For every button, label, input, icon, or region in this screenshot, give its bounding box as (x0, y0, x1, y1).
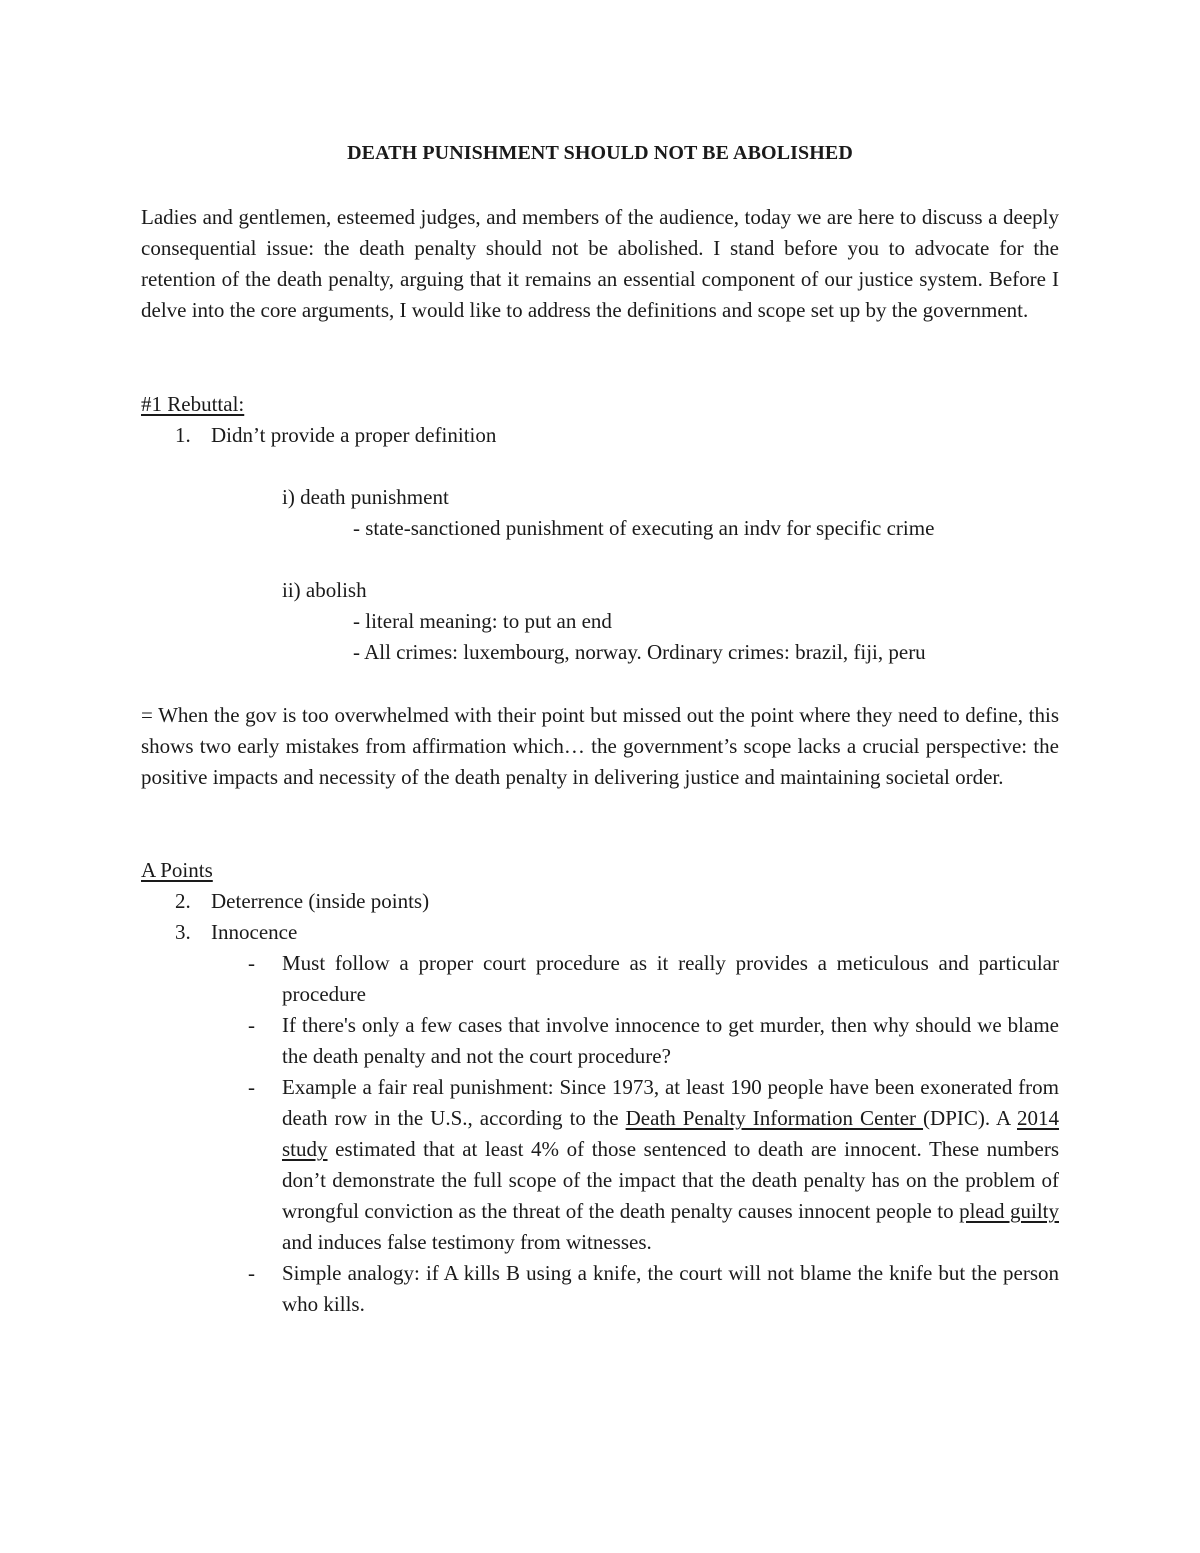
bullet-text (282, 1075, 1059, 1254)
list-item-text: Didn’t provide a proper definition (211, 423, 497, 447)
rebuttal-conclusion: = When the gov is too overwhelmed with their point but missed out the point where they need to define, this shows two early mistakes from affirmation which… the government’s scope lacks a crucial perspective: the positive impacts and necessity of the death penalty in delivering justice and maintaining societal order. (141, 703, 1059, 789)
list-item-text: Deterrence (inside points) (211, 889, 430, 913)
bullet-text-segment: estimated that at least 4% of those sentenced to death are innocent. These numbers don’t demonstrate the full scope of the impact that the death penalty has on the problem of wrongful conviction as the threat of the death penalty causes innocent people to (282, 1137, 1059, 1223)
intro-paragraph: Ladies and gentlemen, esteemed judges, and members of the audience, today we are here to discuss a deeply consequential issue: the death penalty should not be abolished. I stand before you to advocate for the retention of the death penalty, arguing that it remains an essential component of our justice system. Before I delve into the core arguments, I would like to address the definitions and scope set up by the government. (141, 205, 1059, 322)
plead-guilty-link[interactable]: plead guilty (959, 1199, 1059, 1223)
bullet-dash: - (248, 1013, 255, 1037)
innocence-bullets (244, 948, 1059, 1320)
bullet-item (244, 1258, 1059, 1320)
bullet-item (244, 1010, 1059, 1072)
list-number: 1. (175, 423, 191, 447)
rebuttal-heading: #1 Rebuttal: (141, 392, 245, 416)
list-number: 2. (175, 889, 191, 913)
bullet-dash: - (248, 1261, 255, 1285)
bullet-text: If there's only a few cases that involve innocence to get murder, then why should we blame the death penalty and not the court procedure? (282, 1013, 1059, 1068)
bullet-text: Simple analogy: if A kills B using a knife, the court will not blame the knife but the person who kills. (282, 1261, 1059, 1316)
study-link[interactable]: 2014 study (282, 1106, 1059, 1161)
definition-text: - All crimes: luxembourg, norway. Ordinary crimes: brazil, fiji, peru (353, 640, 926, 664)
bullet-text-segment: and induces false testimony from witnesses. (282, 1230, 652, 1254)
bullet-text-segment: (DPIC). A (923, 1106, 1017, 1130)
document-title: DEATH PUNISHMENT SHOULD NOT BE ABOLISHED (347, 142, 853, 164)
definition-text: - literal meaning: to put an end (353, 609, 612, 633)
definition-label: i) death punishment (282, 485, 449, 509)
bullet-text-segment: Example a fair real punishment: Since 1973, at least 190 people have been exonerated from death row in the U.S., according to the (282, 1075, 1059, 1130)
definition-text: - state-sanctioned punishment of executing an indv for specific crime (353, 516, 935, 540)
bullet-text: Must follow a proper court procedure as it really provides a meticulous and particular procedure (282, 951, 1059, 1006)
list-number: 3. (175, 920, 191, 944)
bullet-dash: - (248, 951, 255, 975)
bullet-dash: - (248, 1075, 255, 1099)
list-item-text: Innocence (211, 920, 298, 944)
bullet-item (244, 1072, 1059, 1258)
points-heading: A Points (141, 858, 213, 882)
dpic-link[interactable]: Death Penalty Information Center (625, 1106, 924, 1130)
definition-label: ii) abolish (282, 578, 367, 602)
bullet-item (244, 948, 1059, 1010)
